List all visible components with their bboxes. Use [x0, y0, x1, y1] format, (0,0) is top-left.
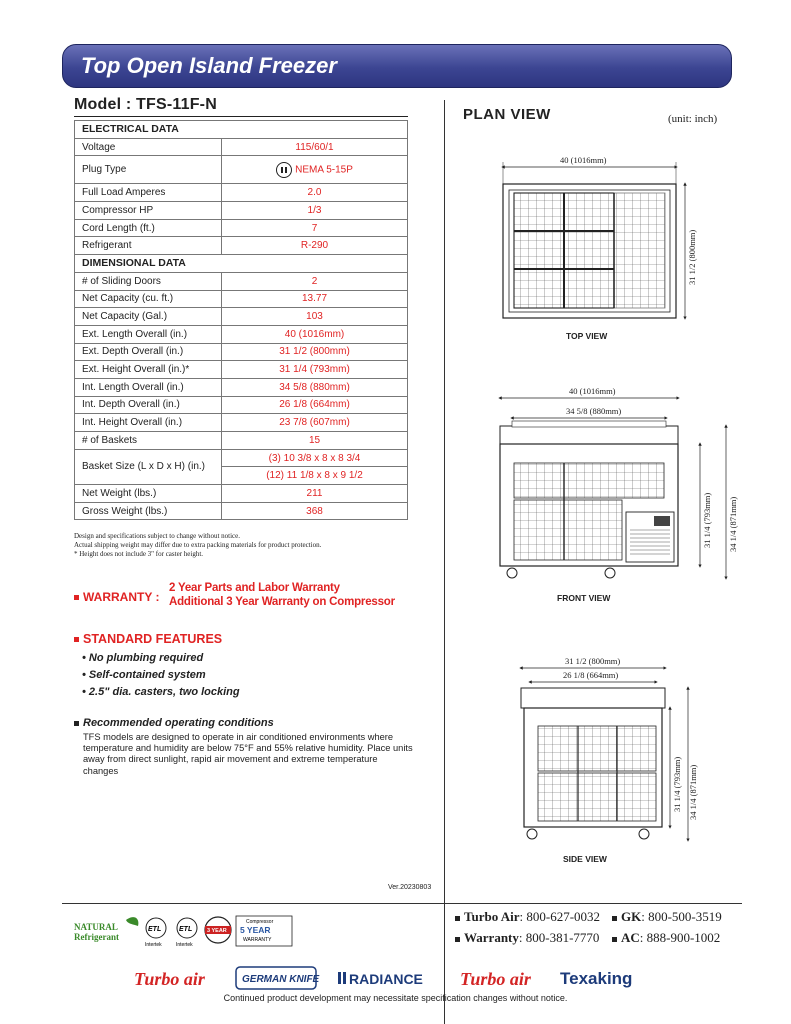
list-item: • Self-contained system: [82, 669, 206, 681]
spec-key: Ext. Height Overall (in.)*: [75, 361, 222, 379]
spec-value: 40 (1016mm): [222, 325, 408, 343]
svg-text:GERMAN KNIFE: GERMAN KNIFE: [242, 974, 320, 985]
spec-key: Basket Size (L x D x H) (in.): [75, 449, 222, 484]
turbo-air-logo: Turbo air: [134, 969, 205, 989]
svg-text:ETL: ETL: [179, 926, 193, 933]
spec-key: Plug Type: [75, 156, 222, 184]
warranty-label: WARRANTY :: [83, 590, 160, 604]
bullet-square: [455, 937, 460, 942]
front-view-drawing: [500, 386, 738, 603]
spec-key: Compressor HP: [75, 202, 222, 220]
side-inner-dim: 26 1/8 (664mm): [563, 670, 619, 680]
contact-block: [455, 906, 722, 948]
list-item: • No plumbing required: [82, 652, 204, 664]
page-title: Top Open Island Freezer: [81, 53, 337, 78]
spec-value: 368: [222, 502, 408, 520]
spec-value-plug: [222, 156, 408, 184]
spec-key: Int. Height Overall (in.): [75, 414, 222, 432]
front-total-height-dim: 34 1/4 (871mm): [728, 496, 738, 552]
bullet-square: [74, 595, 79, 600]
model-heading: Model : TFS-11F-N: [74, 96, 217, 113]
front-inner-dim: 34 5/8 (880mm): [566, 406, 622, 416]
spec-value: 26 1/8 (664mm): [222, 396, 408, 414]
spec-value: 34 5/8 (880mm): [222, 378, 408, 396]
contact-phone: : 800-381-7770: [518, 930, 600, 945]
contact-phone: : 888-900-1002: [639, 930, 721, 945]
spec-key: Ext. Depth Overall (in.): [75, 343, 222, 361]
svg-text:5 YEAR: 5 YEAR: [240, 925, 271, 935]
side-total-height-dim: 34 1/4 (871mm): [688, 764, 698, 820]
spec-value: 2: [222, 272, 408, 290]
turbo-air-logo-2: Turbo air: [460, 969, 531, 989]
spec-key: Int. Length Overall (in.): [75, 378, 222, 396]
top-view-drawing: [503, 155, 697, 341]
svg-text:NATURAL: NATURAL: [74, 922, 118, 932]
spec-notes: [74, 532, 321, 559]
unit-label: (unit: inch): [668, 113, 718, 125]
version-label: Ver.20230803: [388, 884, 432, 891]
etl-logo: [145, 918, 166, 948]
spec-key: Gross Weight (lbs.): [75, 502, 222, 520]
side-view-drawing: [521, 656, 698, 864]
spec-key: Net Capacity (cu. ft.): [75, 290, 222, 308]
spec-value: 23 7/8 (607mm): [222, 414, 408, 432]
svg-text:Intertek: Intertek: [176, 942, 193, 948]
top-depth-dim: 31 1/2 (800mm): [687, 229, 697, 285]
column-divider: [444, 100, 445, 1024]
spec-key: Voltage: [75, 138, 222, 156]
feature-list: [82, 652, 240, 703]
svg-text:Intertek: Intertek: [145, 942, 162, 948]
spec-value: (12) 11 1/8 x 8 x 9 1/2: [222, 467, 408, 485]
svg-text:WARRANTY: WARRANTY: [243, 937, 272, 943]
spec-value: 103: [222, 308, 408, 326]
spec-key: Net Weight (lbs.): [75, 485, 222, 503]
spec-value: 13.77: [222, 290, 408, 308]
spec-key: Cord Length (ft.): [75, 219, 222, 237]
contact-name: GK: [621, 909, 642, 924]
svg-text:Refrigerant: Refrigerant: [74, 932, 119, 942]
bullet-square: [74, 637, 79, 642]
spec-value: 211: [222, 485, 408, 503]
plug-type-value: NEMA 5-15P: [295, 164, 353, 176]
bullet-square: [612, 937, 617, 942]
model-underline: [74, 116, 408, 117]
three-year-warranty-badge: [205, 917, 231, 943]
svg-text:RADIANCE: RADIANCE: [349, 971, 423, 987]
spec-key: # of Baskets: [75, 432, 222, 450]
spec-value: (3) 10 3/8 x 8 x 8 3/4: [222, 449, 408, 467]
radiance-logo: [338, 971, 423, 987]
plug-icon: [276, 162, 292, 178]
german-knife-logo: [236, 967, 320, 989]
svg-text:Compressor: Compressor: [246, 919, 274, 925]
svg-text:ETL: ETL: [148, 926, 162, 933]
spec-value: 15: [222, 432, 408, 450]
top-width-dim: 40 (1016mm): [560, 155, 607, 165]
footer-divider: [62, 903, 742, 904]
spec-value: 31 1/2 (800mm): [222, 343, 408, 361]
etl-sanitation-logo: [176, 918, 197, 948]
svg-text:3 YEAR: 3 YEAR: [207, 928, 227, 934]
spec-value: 7: [222, 219, 408, 237]
warranty-line-1: 2 Year Parts and Labor Warranty: [169, 582, 340, 594]
front-width-dim: 40 (1016mm): [569, 386, 616, 396]
five-year-compressor-badge: [236, 916, 292, 946]
plan-view-title: PLAN VIEW: [463, 106, 551, 123]
plan-drawings: [450, 130, 750, 880]
front-view-label: FRONT VIEW: [557, 593, 611, 603]
spec-value: 115/60/1: [222, 138, 408, 156]
note-line: * Height does not include 3" for caster height.: [74, 550, 204, 558]
contact-phone: : 800-500-3519: [641, 909, 722, 924]
contact-phone: : 800-627-0032: [519, 909, 601, 924]
spec-key: # of Sliding Doors: [75, 272, 222, 290]
warranty-line-2: Additional 3 Year Warranty on Compressor: [169, 596, 395, 608]
spec-key: Refrigerant: [75, 237, 222, 255]
certification-logos: [74, 912, 314, 952]
side-width-dim: 31 1/2 (800mm): [565, 656, 621, 666]
spec-key: Int. Depth Overall (in.): [75, 396, 222, 414]
spec-key: Net Capacity (Gal.): [75, 308, 222, 326]
note-line: Design and specifications subject to change without notice.: [74, 532, 241, 540]
spec-value: 31 1/4 (793mm): [222, 361, 408, 379]
dimensional-header: DIMENSIONAL DATA: [75, 255, 408, 273]
natural-refrigerant-logo: [74, 917, 138, 942]
recommended-body: TFS models are designed to operate in air conditioned environments where temperature and humidity are below 75°F and 55% relative humidity. Place units away from direct sunlight, rapid air movement and extreme temperature changes: [83, 732, 413, 776]
spec-table: [74, 120, 408, 520]
spec-key: Full Load Amperes: [75, 184, 222, 202]
spec-value: 2.0: [222, 184, 408, 202]
spec-value: 1/3: [222, 202, 408, 220]
note-line: Actual shipping weight may differ due to extra packing materials for product protection.: [74, 541, 322, 549]
list-item: • 2.5" dia. casters, two locking: [82, 686, 240, 698]
bullet-square: [455, 916, 460, 921]
title-bar: [62, 44, 732, 88]
bullet-square: [74, 721, 79, 726]
bullet-square: [612, 916, 617, 921]
top-view-label: TOP VIEW: [566, 331, 608, 341]
brand-logos: [130, 963, 670, 993]
spec-key: Ext. Length Overall (in.): [75, 325, 222, 343]
electrical-header: ELECTRICAL DATA: [75, 121, 408, 139]
spec-value: R-290: [222, 237, 408, 255]
side-height-dim: 31 1/4 (793mm): [672, 756, 682, 812]
contact-name: Warranty: [464, 930, 519, 945]
standard-features-heading: STANDARD FEATURES: [74, 632, 222, 646]
texaking-logo: Texaking: [560, 969, 633, 988]
contact-name: Turbo Air: [464, 909, 520, 924]
front-height-dim: 31 1/4 (793mm): [702, 492, 712, 548]
recommended-heading: Recommended operating conditions: [74, 717, 274, 729]
contact-name: AC: [621, 930, 640, 945]
side-view-label: SIDE VIEW: [563, 854, 607, 864]
footer-disclaimer: Continued product development may necessitate specification changes without notice.: [223, 993, 568, 1003]
